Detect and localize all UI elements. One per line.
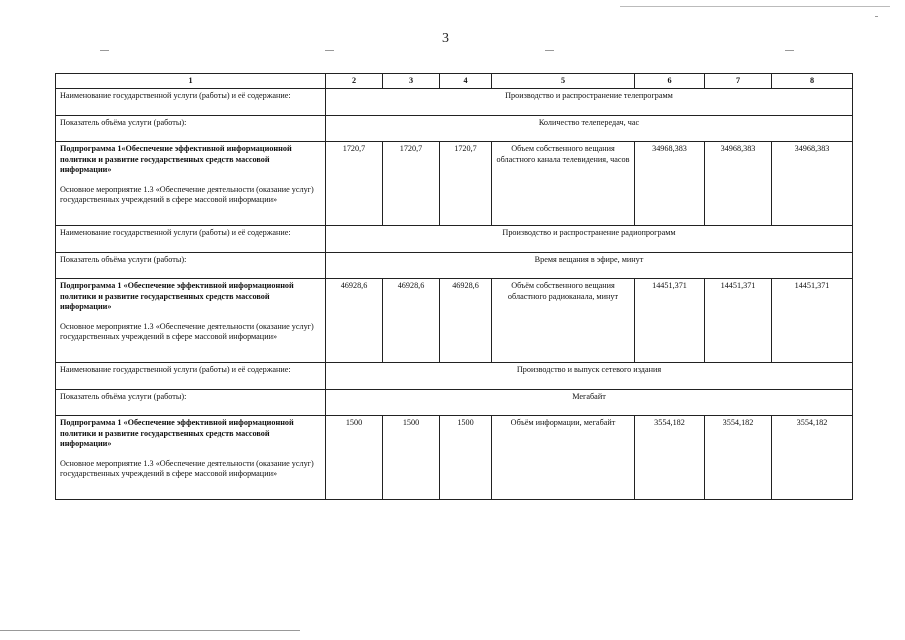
header-row xyxy=(56,74,853,89)
indicator-row xyxy=(56,116,853,142)
indicator-description: Объём собственного вещания областного радиоканала, минут xyxy=(492,279,635,363)
value-col-4: 1500 xyxy=(440,416,492,500)
value-col-2: 1500 xyxy=(326,416,383,500)
column-header-2: 2 xyxy=(326,74,383,89)
column-header-7: 7 xyxy=(705,74,772,89)
scan-artifact-line xyxy=(620,6,890,7)
program-title: Подпрограмма 1 «Обеспечение эффективной информационной политики и развитие государственных средств массовой информации» xyxy=(60,281,294,311)
scan-speck xyxy=(545,50,554,51)
service-name: Производство и распространение радиопрограмм xyxy=(326,226,853,253)
scan-speck xyxy=(875,16,878,17)
value-col-2: 46928,6 xyxy=(326,279,383,363)
activity-text: Основное мероприятие 1.3 «Обеспечение деятельности (оказание услуг) государственных учреждений в сфере массовой информации» xyxy=(60,459,314,479)
service-name: Производство и распространение телепрограмм xyxy=(326,89,853,116)
program-cell xyxy=(56,279,326,363)
indicator-label: Показатель объёма услуги (работы): xyxy=(56,253,326,279)
value-col-3: 1500 xyxy=(383,416,440,500)
program-cell xyxy=(56,416,326,500)
scan-speck xyxy=(785,50,794,51)
activity-text: Основное мероприятие 1.3 «Обеспечение деятельности (оказание услуг) государственных учреждений в сфере массовой информации» xyxy=(60,185,314,205)
value-col-8: 14451,371 xyxy=(772,279,853,363)
indicator-name: Количество телепередач, час xyxy=(326,116,853,142)
column-header-1: 1 xyxy=(56,74,326,89)
program-row xyxy=(56,279,853,363)
scan-artifact-line xyxy=(0,630,300,631)
value-col-6: 3554,182 xyxy=(635,416,705,500)
indicator-name: Мегабайт xyxy=(326,390,853,416)
service-label: Наименование государственной услуги (работы) и её содержание: xyxy=(56,89,326,116)
program-title: Подпрограмма 1«Обеспечение эффективной информационной политики и развитие государственных средств массовой информации» xyxy=(60,144,292,174)
indicator-label: Показатель объёма услуги (работы): xyxy=(56,390,326,416)
service-row xyxy=(56,226,853,253)
value-col-7: 34968,383 xyxy=(705,142,772,226)
program-title: Подпрограмма 1 «Обеспечение эффективной информационной политики и развитие государственных средств массовой информации» xyxy=(60,418,294,448)
value-col-7: 3554,182 xyxy=(705,416,772,500)
services-table xyxy=(55,73,853,500)
value-col-2: 1720,7 xyxy=(326,142,383,226)
column-header-5: 5 xyxy=(492,74,635,89)
scan-speck xyxy=(100,50,109,51)
column-header-6: 6 xyxy=(635,74,705,89)
program-cell xyxy=(56,142,326,226)
column-header-8: 8 xyxy=(772,74,853,89)
indicator-description: Объём информации, мегабайт xyxy=(492,416,635,500)
value-col-8: 34968,383 xyxy=(772,142,853,226)
service-label: Наименование государственной услуги (работы) и её содержание: xyxy=(56,226,326,253)
value-col-3: 1720,7 xyxy=(383,142,440,226)
indicator-description: Объем собственного вещания областного канала телевидения, часов xyxy=(492,142,635,226)
value-col-3: 46928,6 xyxy=(383,279,440,363)
value-col-4: 46928,6 xyxy=(440,279,492,363)
indicator-row xyxy=(56,253,853,279)
page-number: 3 xyxy=(442,31,449,46)
service-name: Производство и выпуск сетевого издания xyxy=(326,363,853,390)
column-header-4: 4 xyxy=(440,74,492,89)
activity-text: Основное мероприятие 1.3 «Обеспечение деятельности (оказание услуг) государственных учреждений в сфере массовой информации» xyxy=(60,322,314,342)
column-header-3: 3 xyxy=(383,74,440,89)
indicator-name: Время вещания в эфире, минут xyxy=(326,253,853,279)
value-col-6: 14451,371 xyxy=(635,279,705,363)
value-col-7: 14451,371 xyxy=(705,279,772,363)
service-row xyxy=(56,363,853,390)
value-col-4: 1720,7 xyxy=(440,142,492,226)
value-col-6: 34968,383 xyxy=(635,142,705,226)
scan-speck xyxy=(325,50,334,51)
indicator-row xyxy=(56,390,853,416)
program-row xyxy=(56,416,853,500)
service-label: Наименование государственной услуги (работы) и её содержание: xyxy=(56,363,326,390)
service-row xyxy=(56,89,853,116)
indicator-label: Показатель объёма услуги (работы): xyxy=(56,116,326,142)
program-row xyxy=(56,142,853,226)
value-col-8: 3554,182 xyxy=(772,416,853,500)
